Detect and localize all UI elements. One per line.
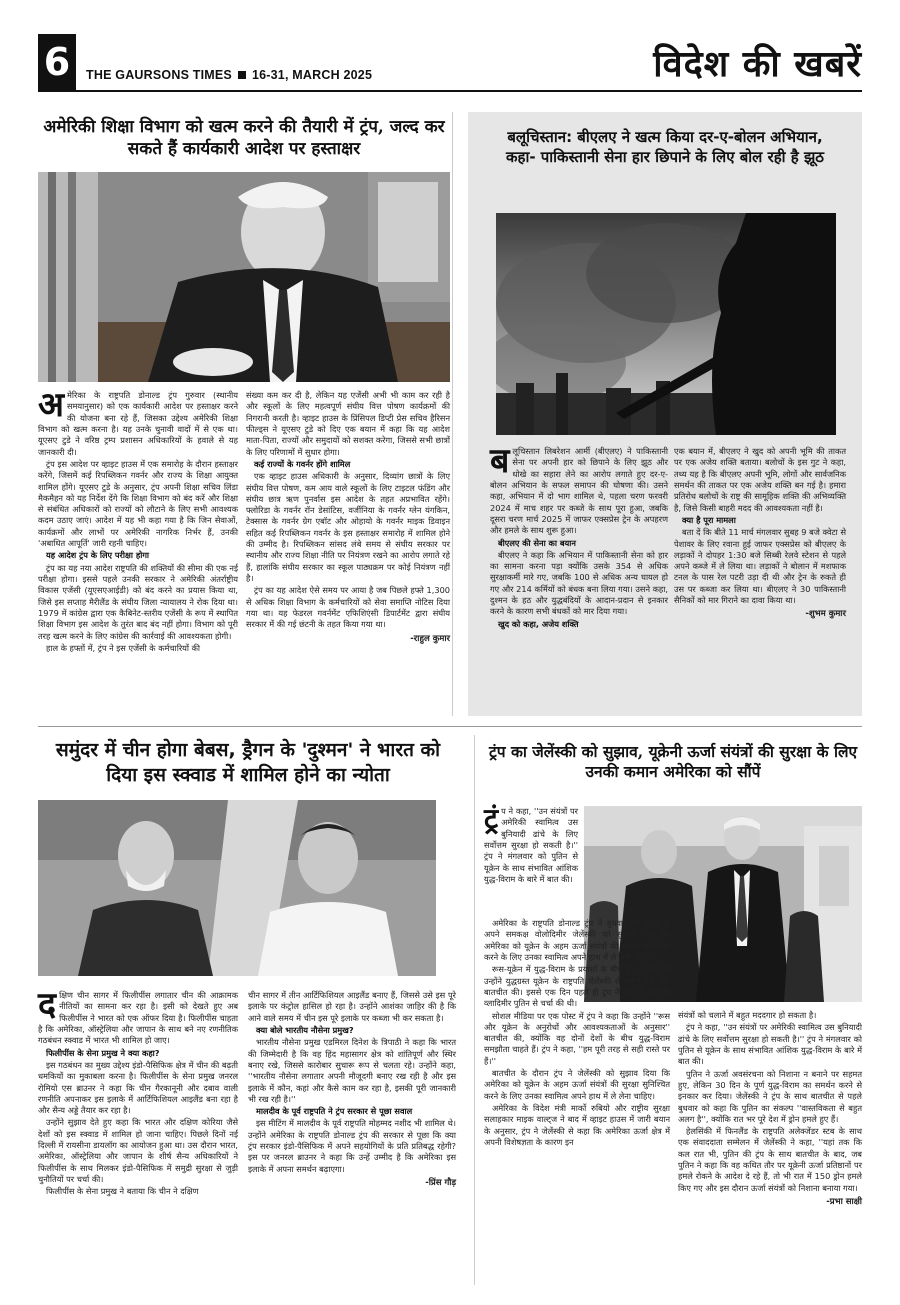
section-divider: [38, 726, 862, 727]
article3-subheading: फिलीपींस के सेना प्रमुख ने क्या कहा?: [46, 1047, 160, 1058]
section-title: विदेश की खबरें: [653, 44, 862, 85]
article3-paragraph: क्षिण चीन सागर में फिलीपींस लगातार चीन की आक्रामक नीतियों का सामना कर रहा है। इसी को देखते हुए अब फिलीपींस ने भारत को एक ऑफर दिया है। फिलीपींस चाहता है कि अमेरिका, ऑस्ट्रेलिया और जापान के साथ बने नए रणनीतिक गठबंधन स्क्वाड में भारत भी शामिल हो जाए।: [38, 990, 238, 1046]
article1-column2: [246, 390, 450, 645]
article4-paragraph: अमेरिका के विदेश मंत्री मार्को रुबियो और राष्ट्रीय सुरक्षा सलाहकार माइक वाल्ट्ज ने बाद में व्हाइट हाउस में जारी बयान के अनुसार, ट्रंप ने जेलेंस्की से कहा कि अमेरिका ऊर्जा क्षेत्र में अपनी विशेषज्ञता के कारण इन: [484, 1103, 670, 1147]
article4-paragraph: रूस-यूक्रेन में युद्ध-विराम के प्रयासों के बीच ट्रंप ने कहा कि उन्होंने युद्धग्रस्त यूक्रेन के राष्ट्रपति जेलेंस्की से करीब एक घंटा बातचीत की। इससे एक दिन पहले ही ट्रंप ने रूस के राष्ट्रपति व्लादिमीर पुतिन से चर्चा की थी।: [484, 964, 670, 1009]
article4-paragraph: बातचीत के दौरान ट्रंप ने जेलेंस्की को सुझाव दिया कि अमेरिका को यूक्रेन के अहम ऊर्जा संयंत्रों की सुरक्षा सुनिश्चित करने के लिए उनका स्वामित्व अपने हाथ में ले लेना चाहिए।: [484, 1068, 670, 1101]
article1-paragraph: मेरिका के राष्ट्रपति डोनाल्ड ट्रंप गुरुवार (स्थानीय समयानुसार) को एक कार्यकारी आदेश पर हस्ताक्षर करने की योजना बना रहे हैं, जिसका उद्देश्य अमेरिकी शिक्षा विभाग को खत्म करना है। यह उनके चुनावी वादों में से एक था। यूएसए टुडे ने वरिष्ठ ट्रम्प प्रशासन अधिकारियों के हवाले से यह जानकारी दी।: [38, 390, 238, 457]
masthead: [86, 68, 372, 82]
article3-dropcap: द: [38, 985, 57, 1025]
article1-subheading: यह आदेश ट्रंप के लिए परीक्षा होगा: [46, 550, 150, 561]
column-divider: [474, 735, 475, 1285]
article3-paragraph: उन्होंने सुझाव देते हुए कहा कि भारत और दक्षिण कोरिया जैसे देशों को इस स्क्वाड में शामिल हो जाना चाहिए। पिछले दिनों नई दिल्ली में रायसीना डायलॉग का आयोजन हुआ था। उस दौरान भारत, अमेरिका, ऑस्ट्रेलिया और जापान के शीर्ष सैन्य अधिकारियों ने फिलीपींस के साथ मिलकर इंडो-पैसिफिक में समुद्री सुरक्षा से जुड़ी चुनौतियों पर चर्चा की।: [38, 1117, 238, 1184]
article2-paragraph: एक बयान में, बीएलए ने खुद को अपनी भूमि की ताकत पर एक अजेय शक्ति बताया। बलोचों के इस गुट ने कहा, तथ्य यह है कि बीएलए अपनी भूमि, लोगों और सार्वजनिक समर्थन की ताकत पर एक अजेय शक्ति बन गई है। हमारा प्रतिरोध बलोचों के राष्ट्र की सामूहिक शक्ति की अभिव्यक्ति है, जिसे किसी बाहरी मदद की आवश्यकता नहीं है।: [674, 446, 846, 513]
article2-subheading: क्या है पूरा मामला: [682, 514, 736, 525]
trump-signing-photo: [38, 172, 450, 382]
article1-author: -राहुल कुमार: [410, 633, 450, 644]
soldier-silhouette-photo: [496, 213, 836, 435]
article2-subheading: बीएलए की सेना का बयान: [498, 537, 576, 548]
article4-paragraph: संयंत्रों को चलाने में बहुत मददगार हो सकता है।: [678, 1010, 817, 1020]
article4-paragraph: हेलसिंकी में फिनलैंड के राष्ट्रपति अलेक्जेंडर स्टब के साथ एक संवाददाता सम्मेलन में जेलेंस्की ने कहा, ''यहां तक कि कल रात भी, पुतिन की ट्रंप के साथ बातचीत के बाद, जब पुतिन ने कहा कि वह कथित तौर पर यूक्रेनी ऊर्जा प्रतिष्ठानों पर हमले रोकने के आदेश दे रहे हैं, तो भी रात में 150 ड्रोन हमले किए गए और इस दौरान ऊर्जा संयंत्रों को निशाना बनाया गया।: [678, 1126, 862, 1193]
modi-duterte-photo: [38, 800, 436, 976]
article3-paragraph: फिलीपींस के सेना प्रमुख ने बताया कि चीन ने दक्षिण: [46, 1186, 199, 1197]
article1-paragraph: संख्या कम कर दी है, लेकिन यह एजेंसी अभी भी काम कर रही है और स्कूलों के लिए महत्वपूर्ण संघीय वित्त पोषण कार्यक्रमों की निगरानी करती है। व्हाइट हाउस के प्रिंसिपल डिप्टी प्रेस सचिव हैरिसन फील्ड्स ने यूएसए टुडे को दिए एक बयान में कहा कि यह आदेश माता-पिता, राज्यों और समुदायों को सशक्त करेगा, जिससे सभी छात्रों के लिए परिणामों में सुधार होगा।: [246, 390, 450, 457]
article4-paragraph: अमेरिका के राष्ट्रपति डोनाल्ड ट्रंप ने बुधवार को यूक्रेन के अपने समकक्ष वोलोदिमीर जेलेंस्की को सुझाव दिया कि अमेरिका को यूक्रेन के अहम ऊर्जा संयंत्रों की सुरक्षा सुनिश्चित करने के लिए उनका स्वामित्व अपने हाथ में ले लेना चाहिए।: [484, 918, 670, 962]
article1-paragraph: ट्रंप का यह नया आदेश राष्ट्रपति की शक्तियों की सीमा की एक नई परीक्षा होगा। इससे पहले उनकी सरकार ने अमेरिकी अंतर्राष्ट्रीय विकास एजेंसी (यूएसएआईडी) को बंद करने का प्रयास किया था, जिसे इस सप्ताह मैरीलैंड के संघीय जिला न्यायालय ने रोक दिया था। 1979 में कांग्रेस द्वारा एक कैबिनेट-स्तरीय एजेंसी के रूप में स्थापित शिक्षा विभाग इस आदेश के तुरंत बाद बंद नहीं होगा। विभाग को पूरी तरह खत्म करने के लिए कांग्रेस की कार्रवाई की आवश्यकता होगी।: [38, 562, 238, 641]
article3-headline: समुंदर में चीन होगा बेबस, ड्रैगन के 'दुश्मन' ने भारत को दिया इस स्क्वाड में शामिल होने का न्योता: [55, 739, 441, 787]
article3-paragraph: इस मीटिंग में मालदीव के पूर्व राष्ट्रपति मोहम्मद नशीद भी शामिल थे। उन्होंने अमेरिका के राष्ट्रपति डोनाल्ड ट्रंप की सरकार से पूछा कि क्या ट्रंप सरकार इंडो-पैसिफिक में अपने सहयोगियों के प्रति प्रतिबद्ध रहेगी? इस पर जनरल ब्राउनर ने कहा कि उन्हें उम्मीद है कि अमेरिका इस इलाके में अपना समर्थन बढ़ाएगा।: [248, 1118, 456, 1174]
article3-subheading: क्या बोले भारतीय नौसेना प्रमुख?: [256, 1024, 354, 1035]
article2-column2: [674, 446, 846, 621]
article1-paragraph: ट्रंप का यह आदेश ऐसे समय पर आया है जब पिछले हफ्ते 1,300 से अधिक शिक्षा विभाग के कर्मचारियों को सेवा समाप्ति नोटिस दिया गया था। यह फेडरल गवर्नमेंट एफिशिएंसी डिपार्टमेंट द्वारा संघीय सरकार में की गई छंटनी के तहत किया गया था।: [246, 585, 450, 630]
article4-author: -प्रभा साक्षी: [826, 1197, 862, 1207]
article2-paragraph: लूचिस्तान लिबरेशन आर्मी (बीएलए) ने पाकिस्तानी सेना पर अपनी हार को छिपाने के लिए झूठ और धोखे का सहारा लेने का आरोप लगाते हुए दर-ए-बोलन अभियान के सफल समापन की घोषणा की। उसने कहा, अभियान में दो भाग शामिल थे, पहला चरण फरवरी 2024 में माच शहर पर कब्जे के साथ पूरा हुआ, जबकि दूसरा चरण मार्च 2025 में जाफर एक्सप्रेस ट्रेन के अपहरण और हमले के साथ शुरू हुआ।: [490, 446, 668, 536]
article2-subheading: खुद को कहा, अजेय शक्ति: [498, 618, 579, 629]
article4-paragraph: प ने कहा, ''उन संयंत्रों पर अमेरिकी स्वामित्व उस बुनियादी ढांचे के लिए सर्वोत्तम सुरक्षा हो सकती है।'' ट्रंप ने मंगलवार को पुतिन से यूक्रेन के साथ संभावित आंशिक युद्ध-विराम के बारे में बात की।: [484, 806, 578, 884]
article1-paragraph: ट्रंप इस आदेश पर व्हाइट हाउस में एक समारोह के दौरान हस्ताक्षर करेंगे, जिसमें कई रिपब्लिकन गवर्नर और राज्य के शिक्षा आयुक्त शामिल होंगे। यूएसए टुडे के अनुसार, ट्रंप अपनी शिक्षा सचिव लिंडा मैकमैहन को यह निर्देश देंगे कि शिक्षा विभाग को बंद करें और शिक्षा से संबंधित अधिकारों को राज्यों को लौटाने के लिए सभी आवश्यक कदम उठाए जाएं। आदेश में यह भी कहा गया है कि जिन सेवाओं, कार्यक्रमों और लाभों पर अमेरिकी नागरिक निर्भर हैं, उनकी 'अबाधित आपूर्ति' जारी रहनी चाहिए।: [38, 458, 238, 549]
article3-column2: [248, 990, 456, 1190]
article1-headline: अमेरिकी शिक्षा विभाग को खत्म करने की तैयारी में ट्रंप, जल्द कर सकते हैं कार्यकारी आदेश पर हस्ताक्षर: [43, 117, 445, 160]
article2-paragraph: बता दें कि बीते 11 मार्च मंगलवार सुबह 9 बजे क्वेटा से पेशावर के लिए रवाना हुई जाफर एक्सप्रेस को बीएलए के लड़ाकों ने दोपहर 1:30 बजे सिब्बी रेलवे स्टेशन से पहले अपने कब्जे में ले लिया था। लड़ाकों ने बोलान में मशफाक टनल के पास रेल पटरी उड़ा दी थी और ट्रेन के रुकते ही उस पर कब्जा कर लिया था। बीएलए ने 30 पाकिस्तानी सैनिकों को मार गिराने का दावा किया था।: [674, 527, 846, 606]
article1-paragraph: हाल के हफ्तों में, ट्रंप ने इस एजेंसी के कर्मचारियों की: [46, 642, 201, 653]
article2-headline: बलूचिस्तान: बीएलए ने खत्म किया दर-ए-बोलन अभियान, कहा- पाकिस्तानी सेना हार छिपाने के लिए बोल रही है झूठ: [505, 128, 825, 166]
article4-headline: ट्रंप का जेलेंस्की को सुझाव, यूक्रेनी ऊर्जा संयंत्रों की सुरक्षा के लिए उनकी कमान अमेरिका को सौंपें: [488, 742, 858, 782]
article4-paragraph: ट्रंप ने कहा, ''उन संयंत्रों पर अमेरिकी स्वामित्व उस बुनियादी ढांचे के लिए सर्वोत्तम सुरक्षा हो सकती है।'' ट्रंप ने मंगलवार को पुतिन से यूक्रेन के साथ संभावित आंशिक युद्ध-विराम के बारे में बात की।: [678, 1022, 862, 1067]
article2-paragraph: बीएलए ने कहा कि अभियान में पाकिस्तानी सेना को हार का सामना करना पड़ा क्योंकि उसके 354 से अधिक सुरक्षाकर्मी मारे गए, जबकि 100 से अधिक अन्य घायल हो गए और 214 कर्मियों को बंधक बना लिया गया। उसने कहा, दुश्मन के हठ और युद्धबंदियों के आदान-प्रदान से इनकार करने के कारण सभी बंधकों को मार दिया गया।: [490, 549, 668, 617]
article3-paragraph: चीन सागर में तीन आर्टिफिशियल आइलैंड बनाए हैं, जिससे उसे इस पूरे इलाके पर कंट्रोल हासिल हो रहा है। उन्होंने आशंका जाहिर की है कि आने वाले समय में चीन इस पूरे इलाके पर कब्जा भी कर सकता है।: [248, 990, 456, 1023]
article2-column1: [490, 441, 668, 631]
article1-paragraph: एक व्हाइट हाउस अधिकारी के अनुसार, दिव्यांग छात्रों के लिए संघीय वित्त पोषण, कम आय वाले स्कूलों के लिए टाइटल फंडिंग और संघीय छात्र ऋण पुनर्वास इस आदेश के तहत अप्रभावित रहेंगे। फ्लोरिडा के गवर्नर रॉन डेसांटिस, वर्जीनिया के गवर्नर ग्लेन यंगकिन, टेक्सास के गवर्नर ग्रेग एबॉट और ओहायो के गवर्नर माइक डिवाइन सहित कई रिपब्लिकन गवर्नर के इस हस्ताक्षर समारोह में शामिल होने की उम्मीद है। रिपब्लिकन सांसद लंबे समय से संघीय सरकार पर स्थानीय और राज्य शिक्षा नीति पर नियंत्रण रखने का आरोप लगाते रहे हैं, हालांकि संघीय सरकार का स्कूल पाठ्यक्रम पर कोई नियंत्रण नहीं है।: [246, 471, 450, 583]
page-header: [0, 0, 900, 100]
article4-column1: [484, 802, 578, 886]
article4-paragraph: सोशल मीडिया पर एक पोस्ट में ट्रंप ने कहा कि उन्होंने ''रूस और यूक्रेन के अनुरोधों और आवश्यकताओं के अनुसार'' बातचीत की, क्योंकि वह दोनों देशों के बीच युद्ध-विराम समझौता चाहते हैं। ट्रंप ने कहा, ''हम पूरी तरह से सही रास्ते पर हैं।'': [484, 1010, 670, 1066]
article1-column1: [38, 385, 238, 655]
article4-paragraph: पुतिन ने ऊर्जा अवसंरचना को निशाना न बनाने पर सहमत हुए, लेकिन 30 दिन के पूर्ण युद्ध-विराम का समर्थन करने से इनकार कर दिया। जेलेंस्की ने ट्रंप के साथ बातचीत से पहले बुधवार को कहा कि पुतिन का संकल्प ''वास्तविकता से बहुत अलग है'', क्योंकि रात भर पूरे देश में ड्रोन हमले हुए हैं।: [678, 1068, 862, 1124]
article2-dropcap: ब: [490, 441, 510, 481]
article3-author: -प्रिंस गौड़: [425, 1178, 456, 1188]
article4-dropcap: ट्रं: [484, 802, 499, 835]
article2-author: -शुभम कुमार: [805, 609, 846, 620]
article4-column1-lower: [484, 918, 670, 1149]
article4-column2: [678, 1010, 862, 1209]
issue-date: 16-31, MARCH 2025: [251, 68, 373, 82]
article3-paragraph: भारतीय नौसेना प्रमुख एडमिरल दिनेश के त्रिपाठी ने कहा कि भारत की जिम्मेदारी है कि वह हिंद महासागर क्षेत्र को शांतिपूर्ण और स्थिर बनाए रखे, जिससे कारोबार सुचारू रूप से चलता रहे। उन्होंने कहा, ''भारतीय नौसेना लगातार अपनी मौजूदगी बनाए रख रही है और इस इलाके में कौन, कहां और कैसे काम कर रहा है, इसकी पूरी जानकारी भी रख रही है।'': [248, 1037, 456, 1104]
article1-subheading: कई राज्यों के गवर्नर होंगे शामिल: [254, 458, 351, 469]
header-rule: [38, 90, 862, 92]
column-divider: [452, 112, 453, 716]
article3-column1: [38, 985, 238, 1199]
article1-dropcap: अ: [38, 385, 64, 425]
article3-subheading: मालदीव के पूर्व राष्ट्रपति ने ट्रंप सरकार से पूछा सवाल: [256, 1106, 413, 1117]
square-bullet-icon: [238, 71, 246, 79]
page-number: 6: [38, 34, 76, 90]
article3-paragraph: इस गठबंधन का मुख्य उद्देश्य इंडो-पैसिफिक क्षेत्र में चीन की बढ़ती धमकियों का मुकाबला करना है। फिलीपींस के सेना प्रमुख जनरल रोमियो एस ब्राउनर ने कहा कि चीन गैरकानूनी और दबाव वाली रणनीति अपनाकर इस इलाके में आर्टिफिशियल आइलैंड बना रहा है और सैन्य अड्डे तैयार कर रहा है।: [38, 1059, 238, 1116]
newspaper-name: THE GAURSONS TIMES: [86, 68, 232, 82]
